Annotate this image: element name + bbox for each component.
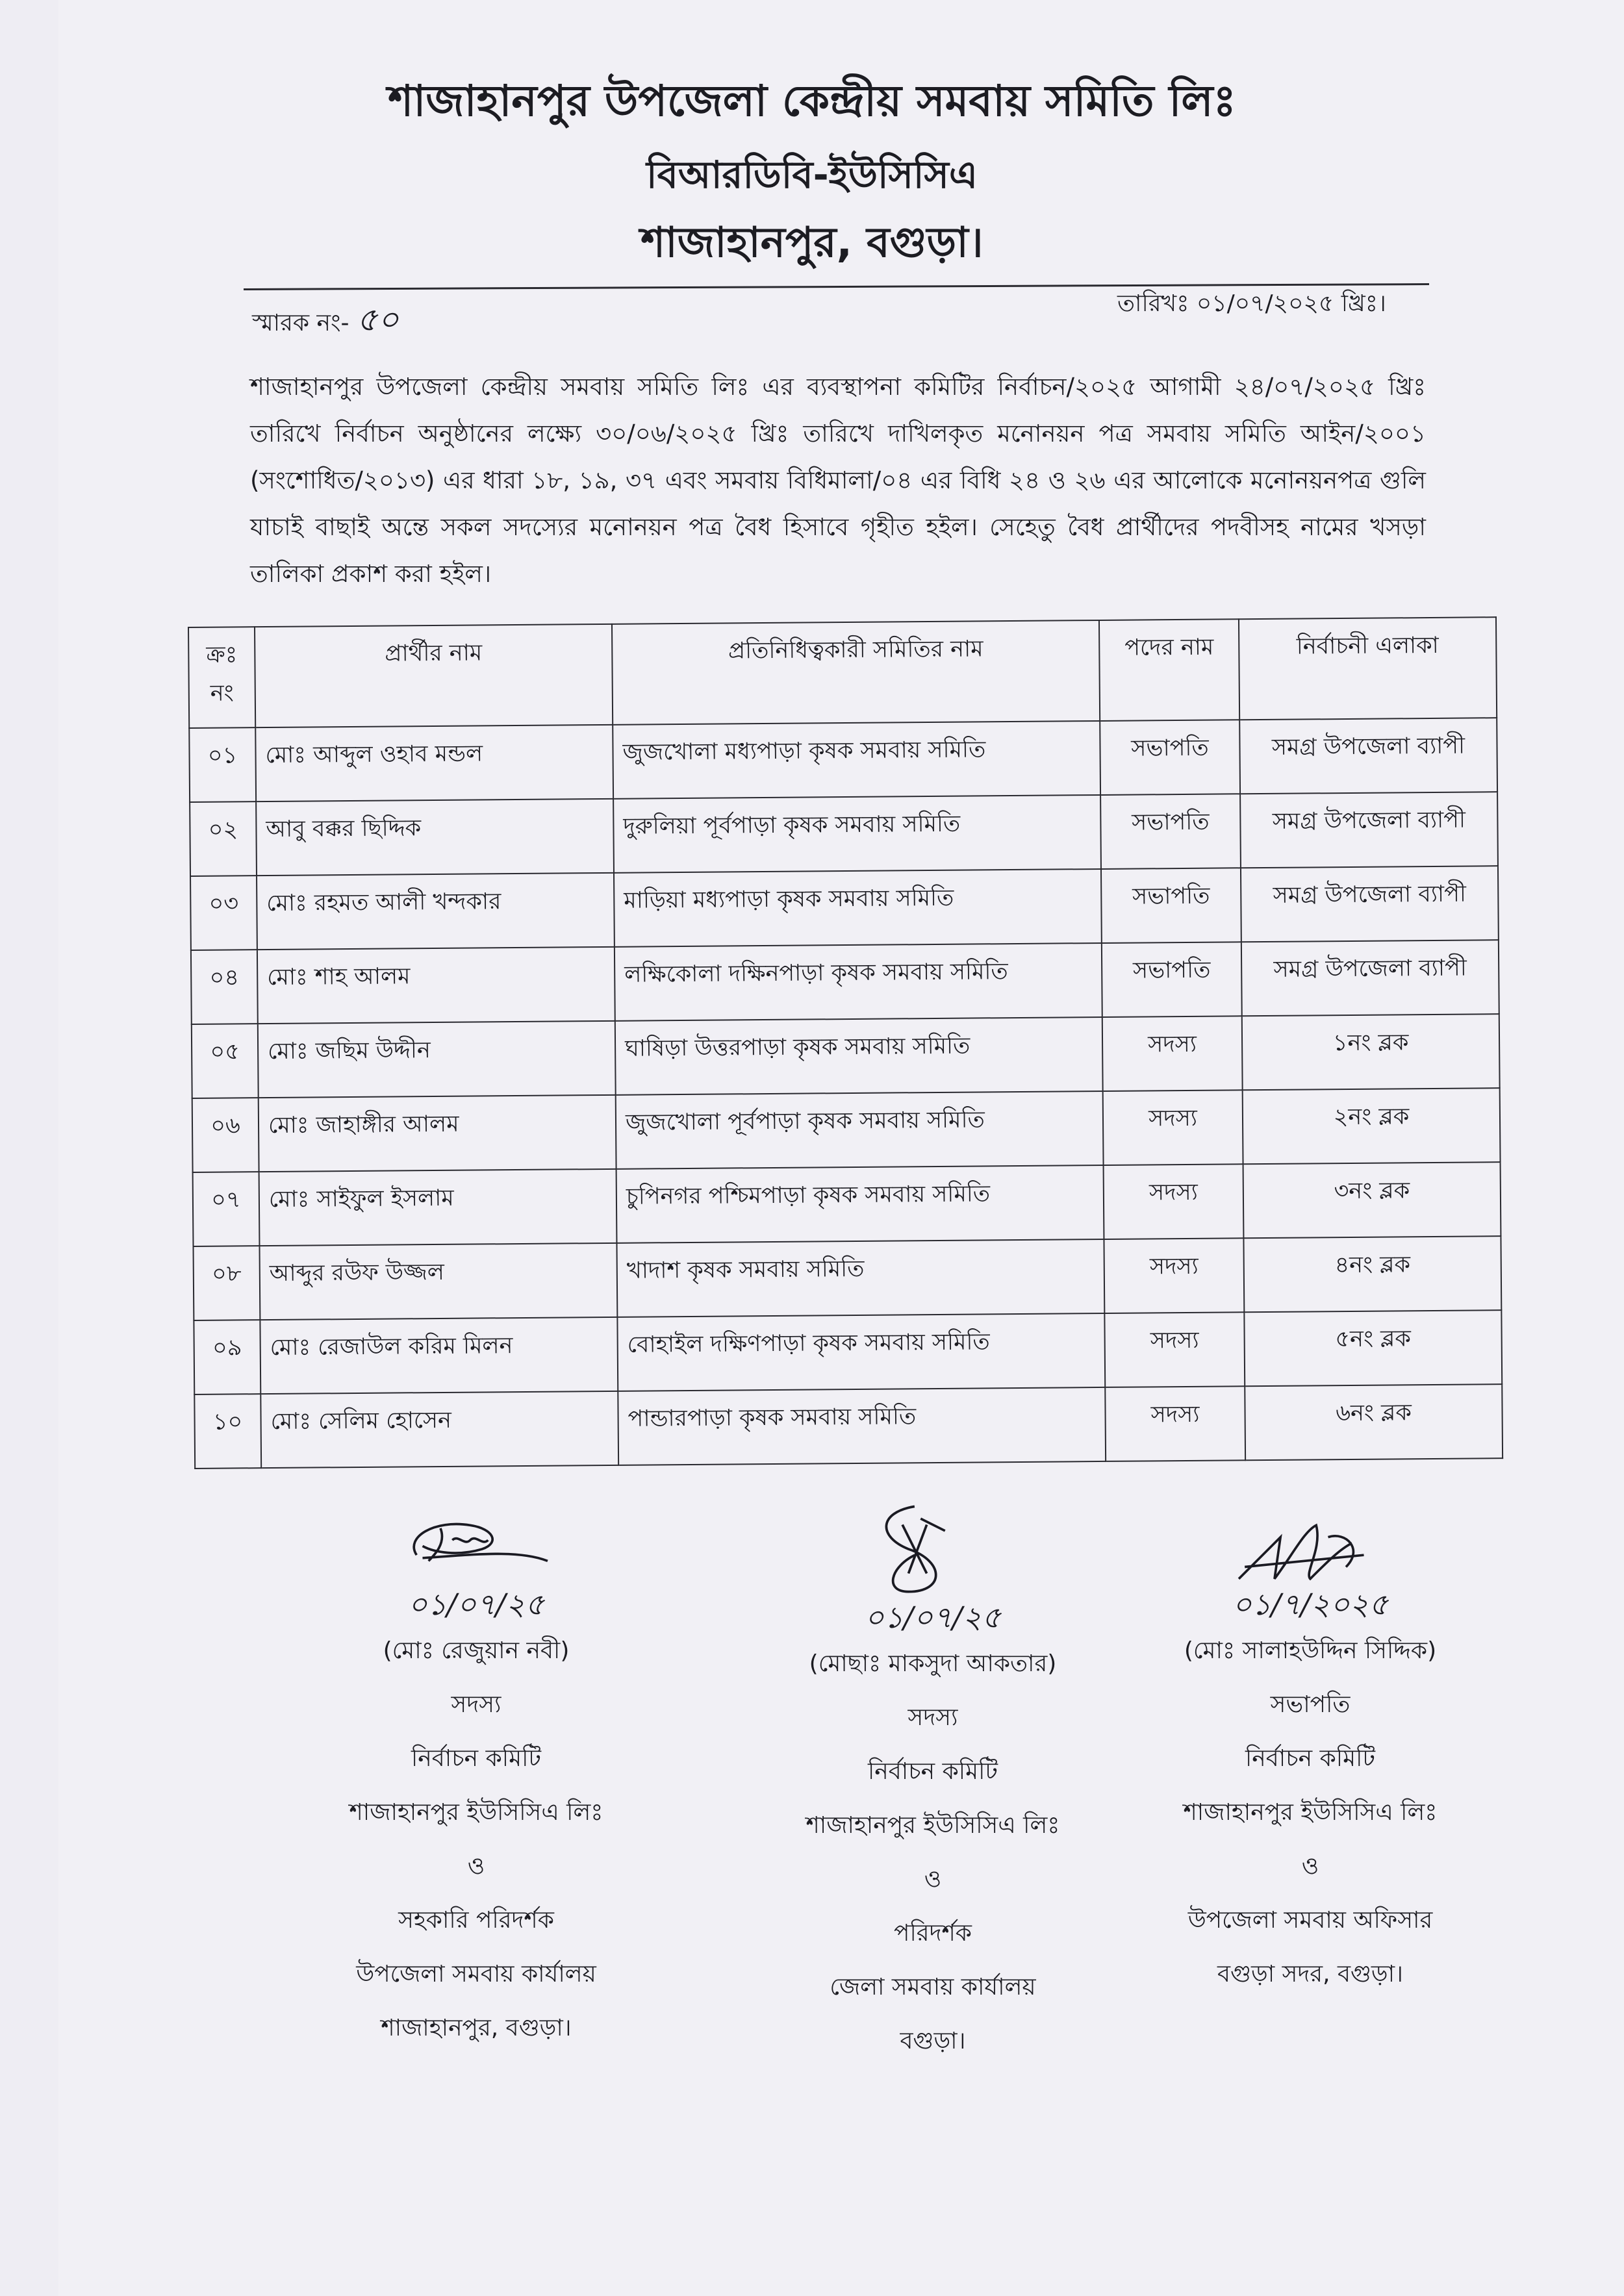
signatory-designation-line: নির্বাচন কমিটি	[1245, 1745, 1375, 1772]
cell-serial: ০৩	[190, 876, 257, 950]
cell-candidate-name: আব্দুর রউফ উজ্জল	[259, 1243, 617, 1320]
signatory-name: (মোঃ রেজুয়ান নবী)	[383, 1637, 570, 1664]
table-row	[190, 866, 1499, 950]
cell-society-name: বোহাইল দক্ষিণপাড়া কৃষক সমবায় সমিতি	[617, 1313, 1105, 1391]
table-row	[194, 1384, 1503, 1469]
cell-post: সদস্য	[1102, 1016, 1243, 1091]
memo-number-handwritten: ৫০	[356, 301, 399, 338]
table-row	[190, 792, 1498, 876]
cell-serial: ০৯	[194, 1320, 260, 1394]
cell-candidate-name: মোঃ জছিম উদ্দীন	[258, 1021, 616, 1098]
signatory-designation-line: সদস্য	[451, 1691, 501, 1718]
table-header-row	[188, 617, 1497, 728]
body-paragraph: শাজাহানপুর উপজেলা কেন্দ্রীয় সমবায় সমিতি লিঃ এর ব্যবস্থাপনা কমিটির নির্বাচন/২০২৫ আগামী ২৪/০৭/২০২৫ খ্রিঃ তারিখে নির্বাচন অনুষ্ঠানের লক্ষ্যে ৩০/০৬/২০২৫ খ্রিঃ তারিখে দাখিলকৃত মনোনয়ন পত্র সমবায় সমিতি আইন/২০০১ (সংশোধিত/২০১৩) এর ধারা ১৮, ১৯, ৩৭ এবং সমবায় বিধিমালা/০৪ এর বিধি ২৪ ও ২৬ এর আলোকে মনোনয়নপত্র গুলি যাচাই বাছাই অন্তে সকল সদস্যের মনোনয়ন পত্র বৈধ হিসাবে গৃহীত হইল। সেহেতু বৈধ প্রার্থীদের পদবীসহ নামের খসড়া তালিকা প্রকাশ করা হইল।	[250, 373, 1426, 588]
cell-society-name: দুরুলিয়া পূর্বপাড়া কৃষক সমবায় সমিতি	[613, 795, 1101, 873]
signature-image	[392, 1513, 561, 1585]
memo-label: স্মারক নং-	[252, 310, 349, 336]
cell-constituency: ৫নং ব্লক	[1244, 1310, 1502, 1386]
cell-candidate-name: মোঃ সাইফুল ইসলাম	[259, 1169, 617, 1246]
signatory-designation-line: নির্বাচন কমিটি	[411, 1745, 541, 1772]
cell-serial: ০১	[189, 727, 256, 802]
signatory-designation-line: সদস্য	[907, 1704, 958, 1731]
signatory-designation-line: বগুড়া।	[900, 2028, 966, 2054]
cell-post: সদস্য	[1104, 1312, 1245, 1387]
header-serial: ক্রঃ নং	[188, 627, 255, 728]
header-candidate-name: প্রার্থীর নাম	[255, 624, 613, 727]
signature-image	[1226, 1513, 1395, 1585]
signatory-designation-line: সহকারি পরিদর্শক	[398, 1907, 554, 1934]
signatory-block	[1102, 1513, 1518, 2001]
cell-candidate-name: মোঃ আব্দুল ওহাব মন্ডল	[255, 725, 613, 801]
signatory-designation-line: ও	[467, 1853, 485, 1880]
cell-post: সভাপতি	[1101, 868, 1241, 943]
table-row	[192, 1014, 1500, 1098]
cell-serial: ০৫	[192, 1024, 259, 1098]
signatory-name: (মোছাঃ মাকসুদা আকতার)	[809, 1650, 1057, 1677]
org-subtitle: বিআরডিবি-ইউসিসিএ	[646, 153, 978, 197]
signatory-block	[725, 1500, 1141, 2068]
cell-constituency: সমগ্র উপজেলা ব্যাপী	[1239, 718, 1497, 794]
signatory-designation-line: জেলা সমবায় কার্যালয়	[830, 1974, 1036, 2000]
signatory-designation-line: বগুড়া সদর, বগুড়া।	[1217, 1961, 1403, 1987]
signatory-designation-line: শাজাহানপুর ইউসিসিএ লিঃ	[806, 1812, 1060, 1839]
cell-serial: ০৬	[192, 1098, 259, 1172]
org-name: শাজাহানপুর উপজেলা কেন্দ্রীয় সমবায় সমিতি লিঃ	[388, 76, 1236, 126]
cell-constituency: ১নং ব্লক	[1242, 1014, 1500, 1090]
cell-society-name: ঘাষিড়া উত্তরপাড়া কৃষক সমবায় সমিতি	[615, 1017, 1103, 1095]
header-constituency: নির্বাচনী এলাকা	[1239, 617, 1497, 720]
cell-candidate-name: আবু বক্কর ছিদ্দিক	[256, 799, 614, 876]
signature-date: ০১/৭/২০২৫	[1232, 1587, 1389, 1622]
signatory-designation-line: উপজেলা সমবায় কার্যালয়	[356, 1961, 596, 1987]
cell-candidate-name: মোঃ জাহাঙ্গীর আলম	[259, 1095, 616, 1172]
cell-serial: ০২	[190, 801, 257, 876]
cell-society-name: চুপিনগর পশ্চিমপাড়া কৃষক সমবায় সমিতি	[616, 1165, 1104, 1243]
signature-date: ০১/০৭/২৫	[407, 1587, 545, 1622]
cell-post: সদস্য	[1103, 1090, 1243, 1165]
signature-date: ০১/০৭/২৫	[864, 1600, 1002, 1635]
memo-date: তারিখঃ ০১/০৭/২০২৫ খ্রিঃ।	[1117, 290, 1386, 317]
cell-candidate-name: মোঃ সেলিম হোসেন	[260, 1391, 618, 1468]
signatory-block	[268, 1513, 684, 2055]
cell-serial: ১০	[194, 1394, 261, 1469]
cell-candidate-name: মোঃ রহমত আলী খন্দকার	[257, 873, 615, 950]
signatory-designation-line: উপজেলা সমবায় অফিসার	[1187, 1907, 1433, 1934]
cell-constituency: ৩নং ব্লক	[1243, 1162, 1501, 1238]
cell-post: সদস্য	[1104, 1238, 1244, 1313]
cell-serial: ০৭	[193, 1172, 260, 1246]
table-row	[193, 1162, 1501, 1246]
signatory-designation-line: নির্বাচন কমিটি	[867, 1758, 998, 1785]
header-post: পদের নাম	[1099, 619, 1239, 721]
signatory-designation-line: পরিদর্শক	[894, 1920, 972, 1947]
table-row	[189, 718, 1497, 802]
cell-post: সদস্য	[1105, 1386, 1245, 1461]
table-row	[194, 1310, 1502, 1394]
cell-post: সভাপতি	[1100, 720, 1240, 795]
cell-society-name: জুজখোলা পূর্বপাড়া কৃষক সমবায় সমিতি	[616, 1091, 1104, 1169]
cell-society-name: খাদাশ কৃষক সমবায় সমিতি	[616, 1239, 1104, 1317]
signatory-designation-line: শাজাহানপুর ইউসিসিএ লিঃ	[1183, 1799, 1438, 1826]
header-society-name: প্রতিনিধিত্বকারী সমিতির নাম	[612, 620, 1100, 725]
cell-society-name: জুজখোলা মধ্যপাড়া কৃষক সমবায় সমিতি	[613, 721, 1100, 799]
org-location: শাজাহানপুর, বগুড়া।	[641, 219, 983, 267]
cell-candidate-name: মোঃ রেজাউল করিম মিলন	[260, 1317, 618, 1394]
table-row	[192, 1088, 1501, 1172]
table-row	[193, 1236, 1501, 1320]
signatory-designation-line: শাজাহানপুর ইউসিসিএ লিঃ	[349, 1799, 603, 1826]
signatory-designation-line: সভাপতি	[1270, 1691, 1351, 1718]
signature-image	[848, 1500, 1017, 1598]
cell-candidate-name: মোঃ শাহ আলম	[257, 947, 615, 1024]
cell-constituency: ২নং ব্লক	[1243, 1088, 1501, 1164]
candidate-table	[188, 616, 1503, 1469]
signatory-designation-line: শাজাহানপুর, বগুড়া।	[381, 2015, 572, 2041]
memo-number	[252, 296, 399, 349]
cell-society-name: লক্ষিকোলা দক্ষিনপাড়া কৃষক সমবায় সমিতি	[615, 943, 1102, 1021]
cell-post: সদস্য	[1104, 1164, 1244, 1239]
cell-constituency: সমগ্র উপজেলা ব্যাপী	[1240, 792, 1498, 868]
signatory-name: (মোঃ সালাহউদ্দিন সিদ্দিক)	[1184, 1637, 1437, 1664]
cell-society-name: পান্ডারপাড়া কৃষক সমবায় সমিতি	[618, 1387, 1106, 1465]
cell-serial: ০৪	[191, 950, 258, 1024]
cell-post: সভাপতি	[1100, 794, 1241, 869]
cell-constituency: ৪নং ব্লক	[1243, 1236, 1501, 1312]
cell-constituency: ৬নং ব্লক	[1245, 1384, 1503, 1460]
cell-serial: ০৮	[193, 1246, 260, 1320]
cell-society-name: মাড়িয়া মধ্যপাড়া কৃষক সমবায় সমিতি	[614, 869, 1102, 947]
cell-constituency: সমগ্র উপজেলা ব্যাপী	[1241, 866, 1499, 942]
cell-post: সভাপতি	[1102, 942, 1242, 1017]
cell-constituency: সমগ্র উপজেলা ব্যাপী	[1241, 940, 1499, 1016]
signatory-designation-line: ও	[924, 1866, 942, 1893]
table-row	[191, 940, 1499, 1024]
signatory-designation-line: ও	[1301, 1853, 1319, 1880]
